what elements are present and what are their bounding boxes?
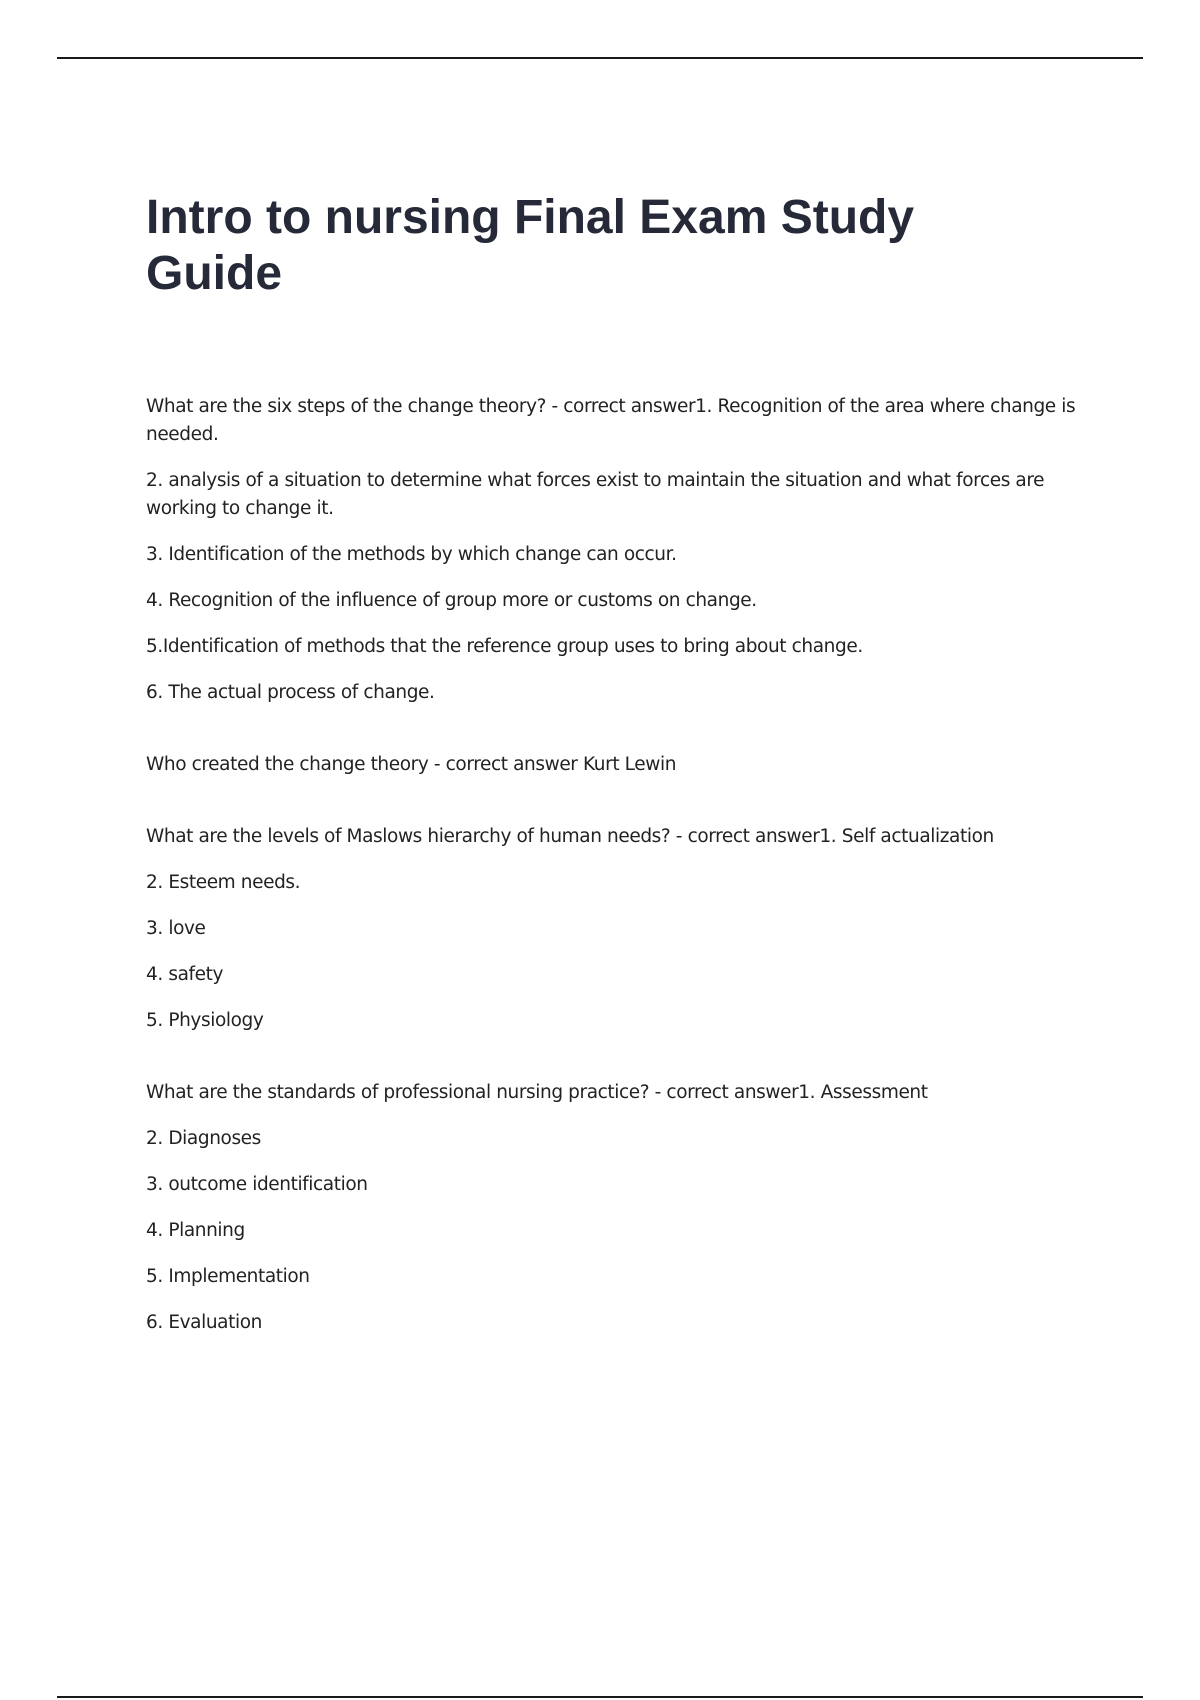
top-rule: [57, 57, 1143, 59]
question-line: Who created the change theory - correct answer Kurt Lewin: [146, 754, 677, 775]
question-line: What are the standards of professional nursing practice? - correct answer1. Assessment: [146, 1082, 928, 1103]
answer-line: 5.Identification of methods that the reference group uses to bring about change.: [146, 636, 863, 657]
answer-line: 2. Diagnoses: [146, 1128, 261, 1149]
answer-line: 6. Evaluation: [146, 1312, 262, 1333]
answer-line: 5. Physiology: [146, 1010, 264, 1031]
answer-line: 3. Identification of the methods by which change can occur.: [146, 544, 677, 565]
bottom-rule: [57, 1696, 1143, 1698]
answer-line: 3. outcome identification: [146, 1174, 368, 1195]
qa-change-theory-steps: [146, 393, 1096, 707]
qa-maslow-hierarchy: [146, 823, 1096, 1035]
answer-line: 5. Implementation: [146, 1266, 310, 1287]
answer-line: 6. The actual process of change.: [146, 682, 435, 703]
answer-line: 4. safety: [146, 964, 224, 985]
answer-line: 4. Recognition of the influence of group more or customs on change.: [146, 590, 757, 611]
study-guide-content: [146, 393, 1096, 1381]
answer-line: 2. analysis of a situation to determine what forces exist to maintain the situation and what forces are working to change it.: [146, 470, 1045, 519]
qa-nursing-standards: [146, 1079, 1096, 1337]
answer-line: 4. Planning: [146, 1220, 245, 1241]
question-line: What are the levels of Maslows hierarchy of human needs? - correct answer1. Self actualization: [146, 826, 994, 847]
question-line: What are the six steps of the change theory? - correct answer1. Recognition of the area where change is needed.: [146, 396, 1076, 445]
answer-line: 2. Esteem needs.: [146, 872, 301, 893]
answer-line: 3. love: [146, 918, 206, 939]
page-title: Intro to nursing Final Exam Study Guide: [146, 191, 915, 300]
qa-change-theory-creator: [146, 751, 1096, 779]
